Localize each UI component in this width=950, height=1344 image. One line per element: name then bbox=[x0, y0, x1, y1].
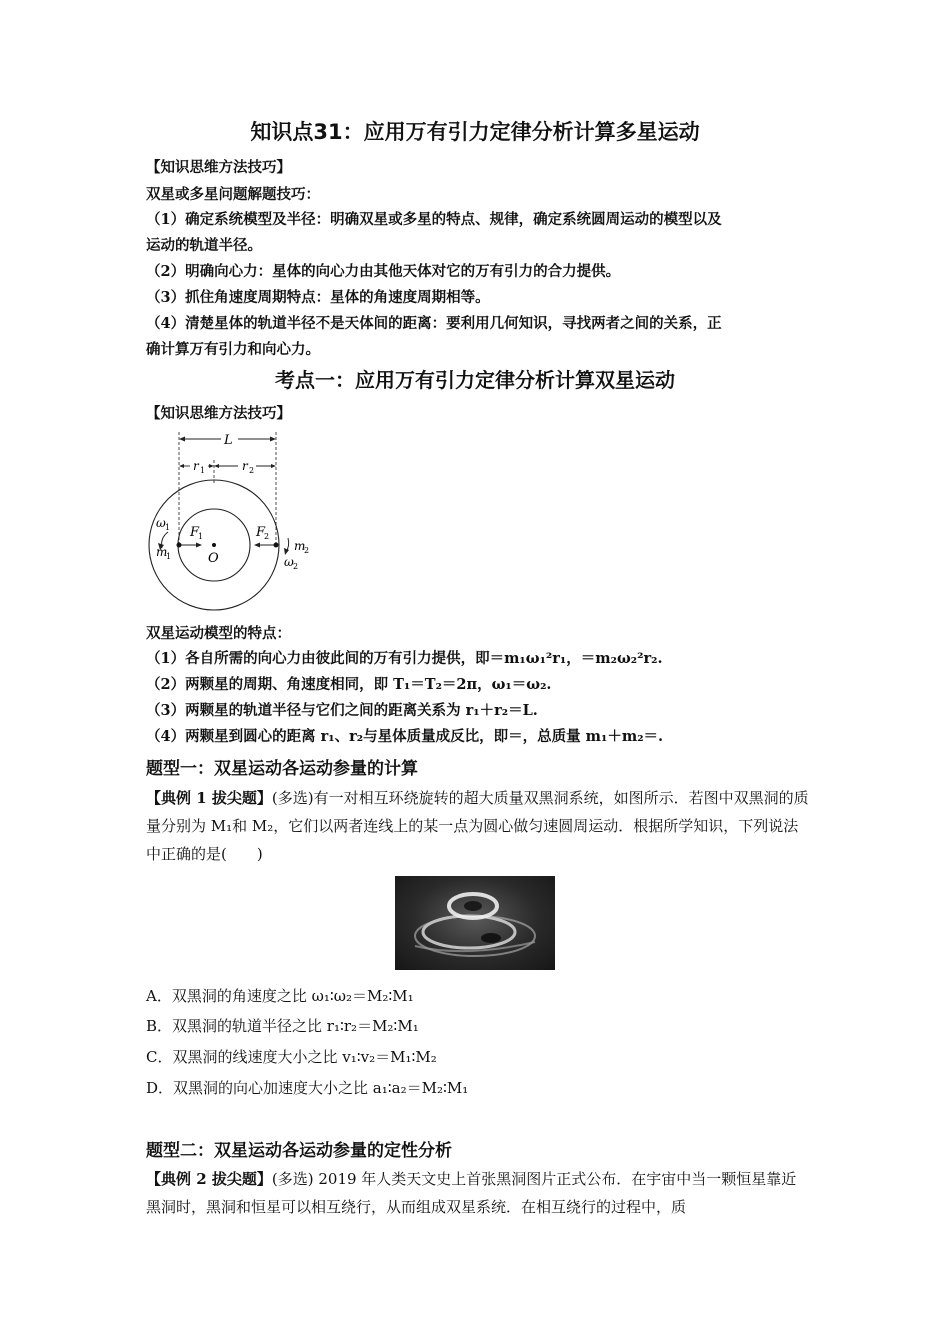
label-r2-sub: 2 bbox=[249, 466, 255, 475]
features-title: 双星运动模型的特点： bbox=[146, 625, 291, 642]
label-r2: r bbox=[242, 459, 248, 473]
star-m1 bbox=[177, 543, 182, 548]
item-4a: （4）清楚星体的轨道半径不是天体间的距离：要利用几何知识，寻找两者之间的关系，正 bbox=[146, 315, 722, 332]
label-F1: F bbox=[190, 525, 200, 540]
option-b: B．双黑洞的轨道半径之比 r₁∶r₂＝M₂∶M₁ bbox=[146, 1017, 419, 1035]
item-4b: 确计算万有引力和向心力。 bbox=[146, 341, 320, 358]
label-F2: F bbox=[256, 525, 266, 540]
feature-1: （1）各自所需的向心力由彼此间的万有引力提供，即＝m₁ω₁²r₁，＝m₂ω₂²r₂. bbox=[146, 650, 663, 667]
star-m2 bbox=[274, 543, 279, 548]
example1-paragraph bbox=[146, 784, 811, 868]
label-F2-sub: 2 bbox=[264, 532, 270, 541]
intro-text: 双星或多星问题解题技巧： bbox=[146, 186, 320, 203]
label-O: O bbox=[208, 551, 219, 566]
example2-paragraph bbox=[146, 1165, 811, 1221]
label-omega2-sub: 2 bbox=[293, 562, 299, 571]
feature-4: （4）两颗星到圆心的距离 r₁、r₂与星体质量成反比，即＝，总质量 m₁＋m₂＝. bbox=[146, 728, 664, 745]
label-m2: m bbox=[294, 539, 306, 553]
label-r1: r bbox=[193, 459, 199, 473]
option-c: C．双黑洞的线速度大小之比 v₁∶v₂＝M₁∶M₂ bbox=[146, 1048, 437, 1066]
example1-text: (多选)有一对相互环绕旋转的超大质量双黑洞系统，如图所示．若图中双黑洞的质量分别为 M₁和 M₂，它们以两者连线上的某一点为圆心做匀速圆周运动．根据所学知识，下列说法中正确的是( ) bbox=[146, 789, 809, 863]
option-d: D．双黑洞的向心加速度大小之比 a₁∶a₂＝M₂∶M₁ bbox=[146, 1079, 469, 1097]
item-1b: 运动的轨道半径。 bbox=[146, 237, 262, 254]
section-header: 【知识思维方法技巧】 bbox=[146, 159, 291, 176]
binary-star-diagram bbox=[146, 426, 326, 618]
option-a: A．双黑洞的角速度之比 ω₁∶ω₂＝M₂∶M₁ bbox=[146, 987, 414, 1005]
center-point bbox=[212, 543, 216, 547]
label-F1-sub: 1 bbox=[198, 532, 204, 541]
label-r1-sub: 1 bbox=[200, 466, 206, 475]
label-m1: m bbox=[156, 545, 168, 559]
type1-title: 题型一：双星运动各运动参量的计算 bbox=[146, 759, 418, 779]
item-2: （2）明确向心力：星体的向心力由其他天体对它的万有引力的合力提供。 bbox=[146, 263, 621, 280]
label-omega1-sub: 1 bbox=[165, 523, 171, 532]
label-omega1: ω bbox=[156, 516, 166, 530]
item-3: （3）抓住角速度周期特点：星体的角速度周期相等。 bbox=[146, 289, 490, 306]
example1-label: 【典例 1 拔尖题】 bbox=[146, 789, 272, 807]
example2-text: (多选) 2019 年人类天文史上首张黑洞图片正式公布．在宇宙中当一颗恒星靠近黑洞时，黑洞和恒星可以相互绕行，从而组成双星系统．在相互绕行的过程中，质 bbox=[146, 1170, 797, 1216]
example2-label: 【典例 2 拔尖题】 bbox=[146, 1170, 272, 1188]
label-m1-sub: 1 bbox=[166, 552, 172, 561]
label-m2-sub: 2 bbox=[304, 546, 310, 555]
item-1a: （1）确定系统模型及半径：明确双星或多星的特点、规律，确定系统圆周运动的模型以及 bbox=[146, 211, 722, 228]
page-title: 知识点31：应用万有引力定律分析计算多星运动 bbox=[250, 120, 700, 144]
kaodian-header: 【知识思维方法技巧】 bbox=[146, 405, 291, 422]
feature-3: （3）两颗星的轨道半径与它们之间的距离关系为 r₁＋r₂＝L. bbox=[146, 702, 538, 719]
label-L: L bbox=[224, 433, 233, 448]
kaodian-title: 考点一：应用万有引力定律分析计算双星运动 bbox=[275, 368, 675, 392]
feature-2: （2）两颗星的周期、角速度相同，即 T₁＝T₂＝2π，ω₁＝ω₂. bbox=[146, 676, 552, 693]
type2-title: 题型二：双星运动各运动参量的定性分析 bbox=[146, 1141, 452, 1161]
label-omega2: ω bbox=[284, 555, 294, 569]
black-hole-image bbox=[395, 876, 555, 970]
